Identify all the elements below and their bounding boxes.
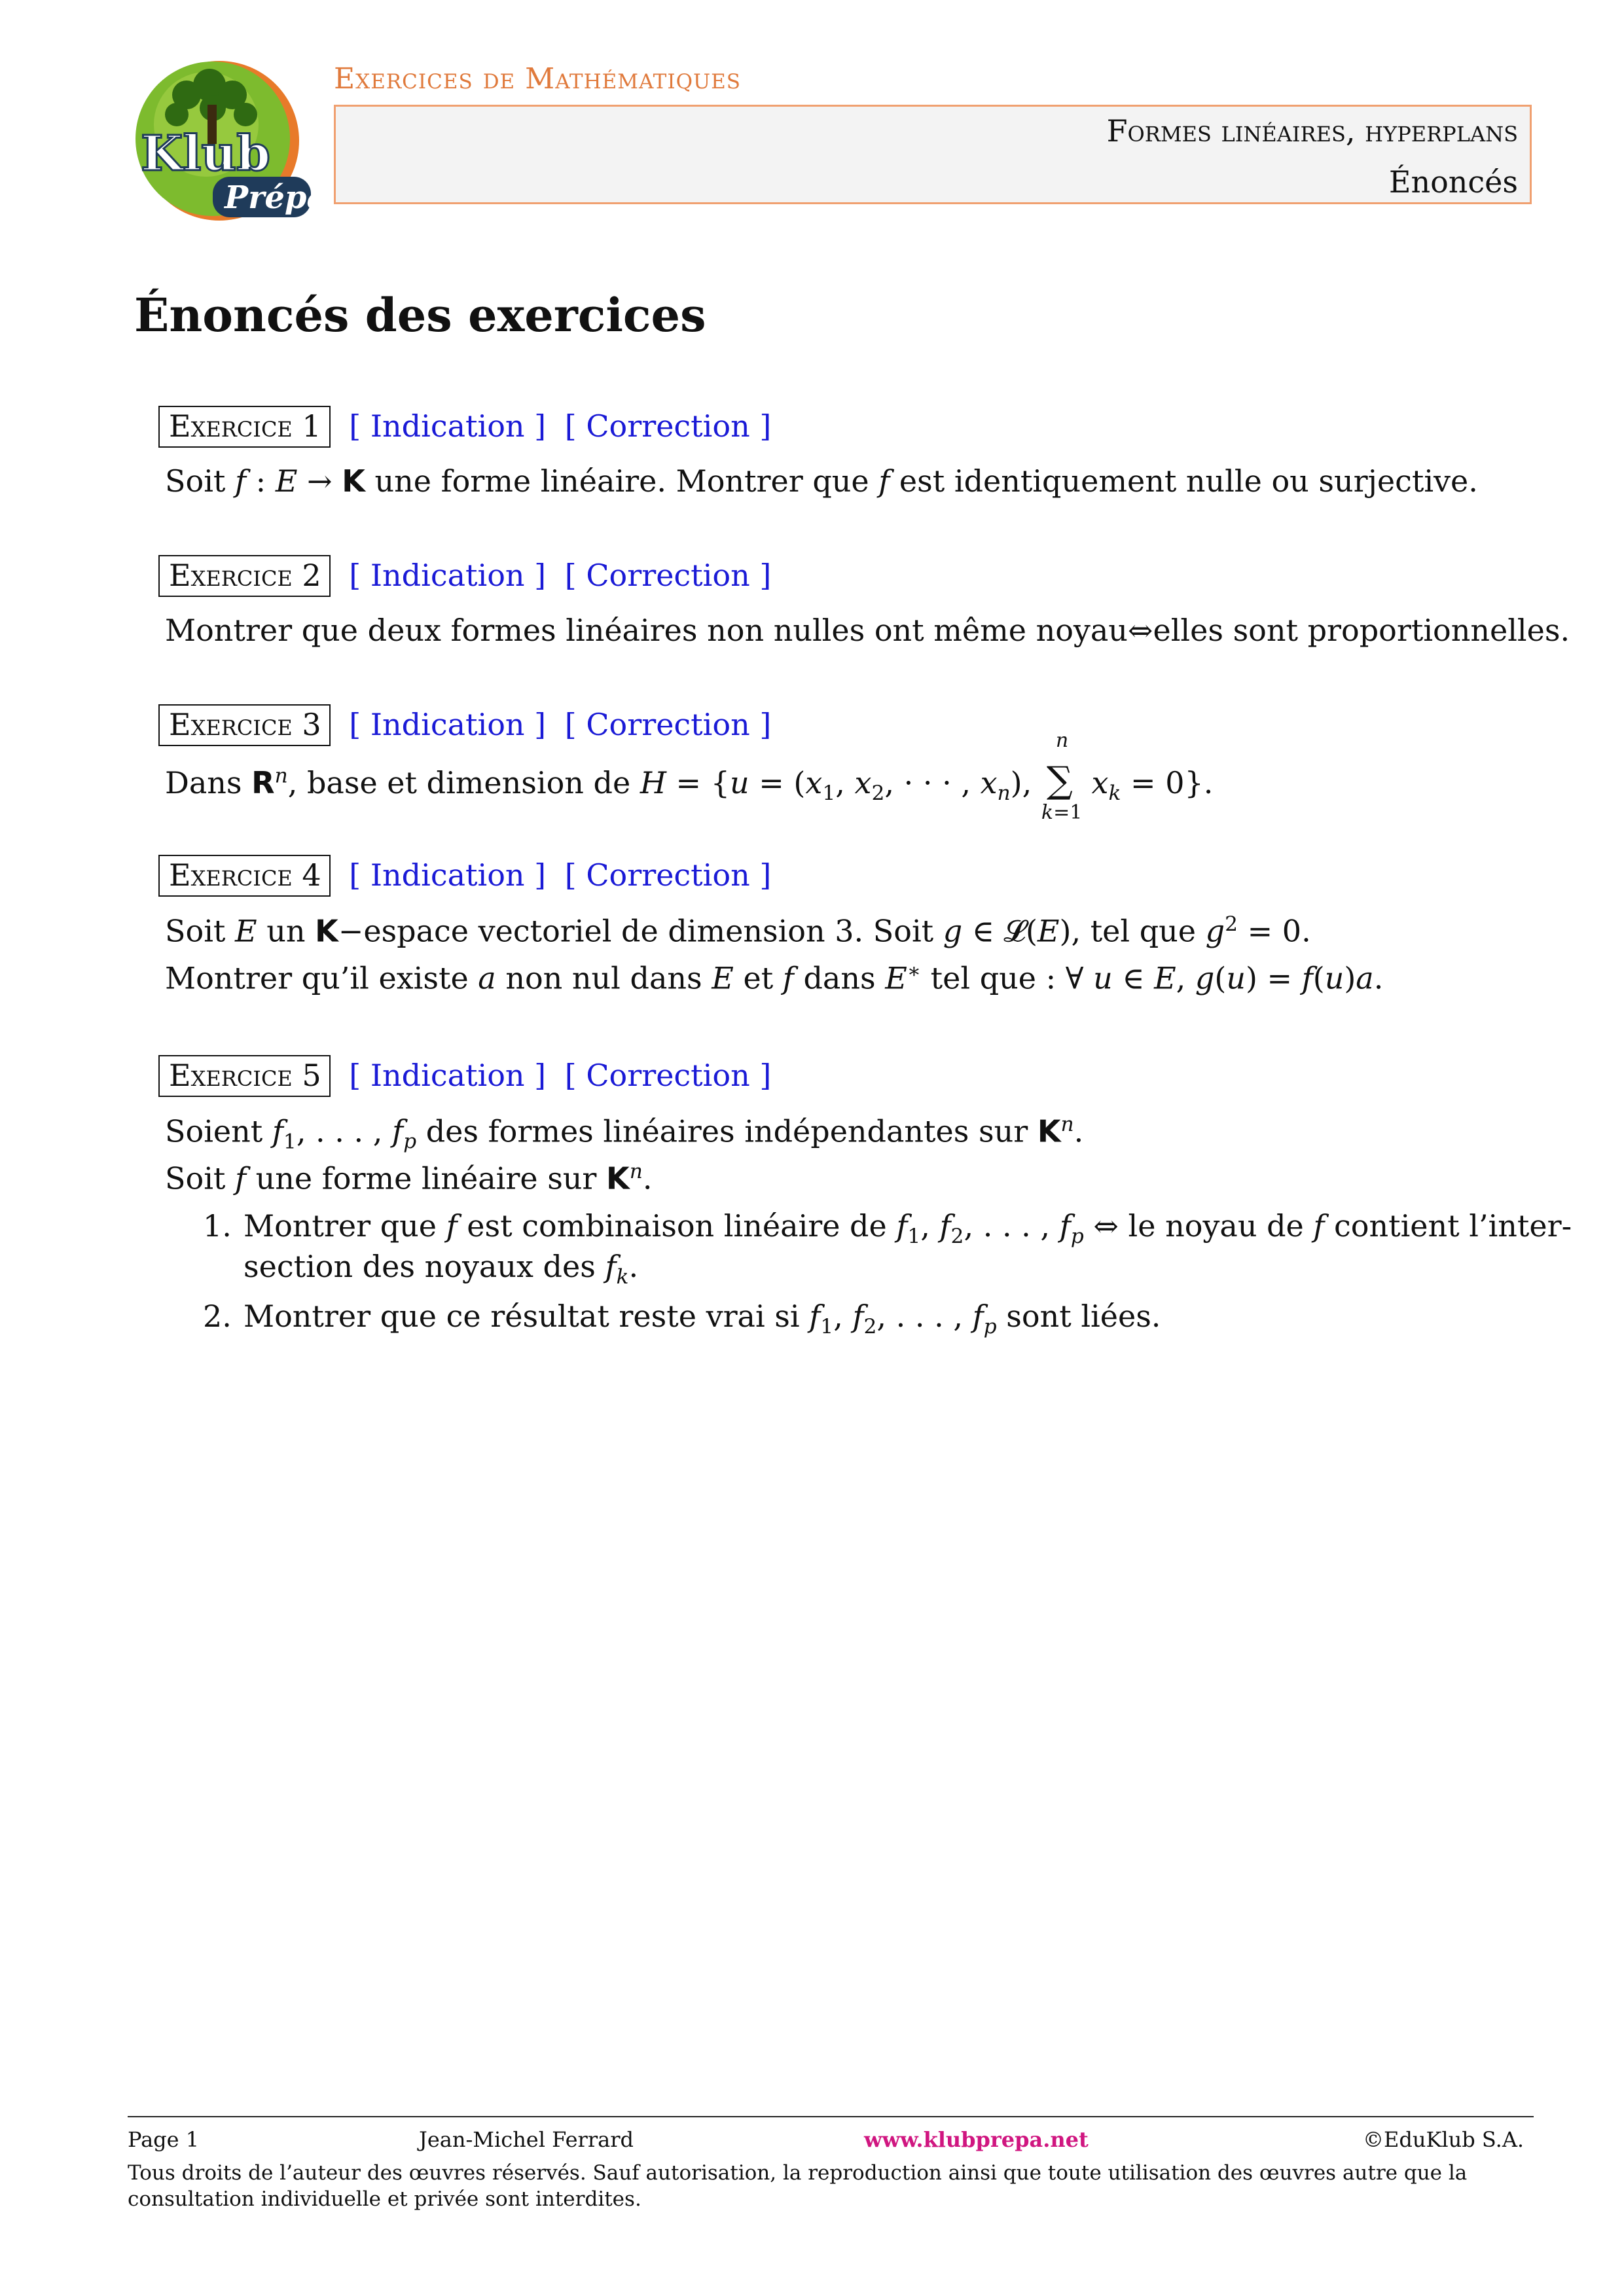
header-subtitle: Énoncés [1388, 164, 1518, 200]
exercise-3-header [158, 704, 771, 746]
exercise-4-line-2: Montrer qu’il existe a non nul dans E et f dans E∗ tel que : ∀ u ∈ E, g(u) = f(u)a. [165, 960, 1384, 996]
exercise-1-indication-link[interactable]: [ Indication ] [349, 408, 547, 444]
footer-url-link[interactable]: www.klubprepa.net [864, 2127, 1089, 2152]
logo-word-klub: Klub [141, 126, 270, 182]
exercise-1-label: Exercice 1 [158, 406, 331, 448]
header-category: Exercices de Mathématiques [334, 62, 742, 96]
footer-notice: Tous droits de l’auteur des œuvres réservés. Sauf autorisation, la reproduction ainsi que toute utilisation des œuvres autre que la consultation individuelle et privée sont interdites. [128, 2161, 1468, 2211]
exercise-3-label: Exercice 3 [158, 704, 331, 746]
exercise-1-header [158, 406, 771, 448]
exercise-2-header [158, 555, 771, 597]
exercise-4-correction-link[interactable]: [ Correction ] [564, 857, 772, 893]
exercise-4-header [158, 855, 771, 897]
exercise-5-header [158, 1055, 771, 1097]
exercise-2-correction-link[interactable]: [ Correction ] [564, 558, 772, 593]
exercise-5-correction-link[interactable]: [ Correction ] [564, 1058, 772, 1093]
header-box [334, 105, 1532, 204]
list-number-1: 1. [203, 1208, 232, 1244]
exercise-5-item-1-line-1: Montrer que f est combinaison linéaire de $f_1$, $f_2$, . . . , $f_p$ ⇔ le noyau de f contient l’inter- [244, 1208, 1572, 1249]
exercise-5-line-1: Soient $f_1$, . . . , $f_p$ des formes linéaires indépendantes sur $K^n$. [165, 1113, 1084, 1154]
exercise-5-line-2: Soit f une forme linéaire sur $K^n$. [165, 1160, 653, 1196]
page-title: Énoncés des exercices [134, 288, 706, 342]
header-topic: Formes linéaires, hyperplans [1106, 113, 1518, 149]
exercise-2-indication-link[interactable]: [ Indication ] [349, 558, 547, 593]
exercise-3-indication-link[interactable]: [ Indication ] [349, 707, 547, 742]
exercise-5-indication-link[interactable]: [ Indication ] [349, 1058, 547, 1093]
exercise-5-item-1-line-2: section des noyaux des $f_k$. [244, 1249, 639, 1289]
exercise-3-statement: Dans $R^n$, base et dimension de $H = \{u = (x_1$, $x_2$, · · · , $x_n$), n ∑ k=1 $x_k = 0$}. [165, 729, 1214, 824]
exercise-1-correction-link[interactable]: [ Correction ] [564, 408, 772, 444]
exercise-1-statement: Soit f : E → K une forme linéaire. Montrer que f est identiquement nulle ou surjective. [165, 463, 1478, 499]
footer-copyright: ©EduKlub S.A. [1363, 2127, 1525, 2152]
footer-rule [128, 2116, 1534, 2117]
exercise-2-label: Exercice 2 [158, 555, 331, 597]
exercise-4-indication-link[interactable]: [ Indication ] [349, 857, 547, 893]
exercise-2-statement: Montrer que deux formes linéaires non nulles ont même noyau⇔elles sont proportionnelles. [165, 613, 1570, 648]
exercise-4-line-1: Soit E un K−espace vectoriel de dimension 3. Soit g ∈ 𝓛(E), tel que $g^2 = 0$. [165, 912, 1311, 949]
footer-author: Jean-Michel Ferrard [419, 2127, 634, 2152]
klubprepa-logo-icon[interactable] [115, 59, 327, 228]
exercise-3-correction-link[interactable]: [ Correction ] [564, 707, 772, 742]
list-number-2: 2. [203, 1299, 232, 1334]
logo-word-prepa: Prépa [225, 179, 327, 216]
exercise-5-label: Exercice 5 [158, 1055, 331, 1097]
footer-page: Page 1 [128, 2127, 200, 2152]
exercise-4-label: Exercice 4 [158, 855, 331, 897]
exercise-5-item-2: Montrer que ce résultat reste vrai si $f_1$, $f_2$, . . . , $f_p$ sont liées. [244, 1299, 1161, 1339]
